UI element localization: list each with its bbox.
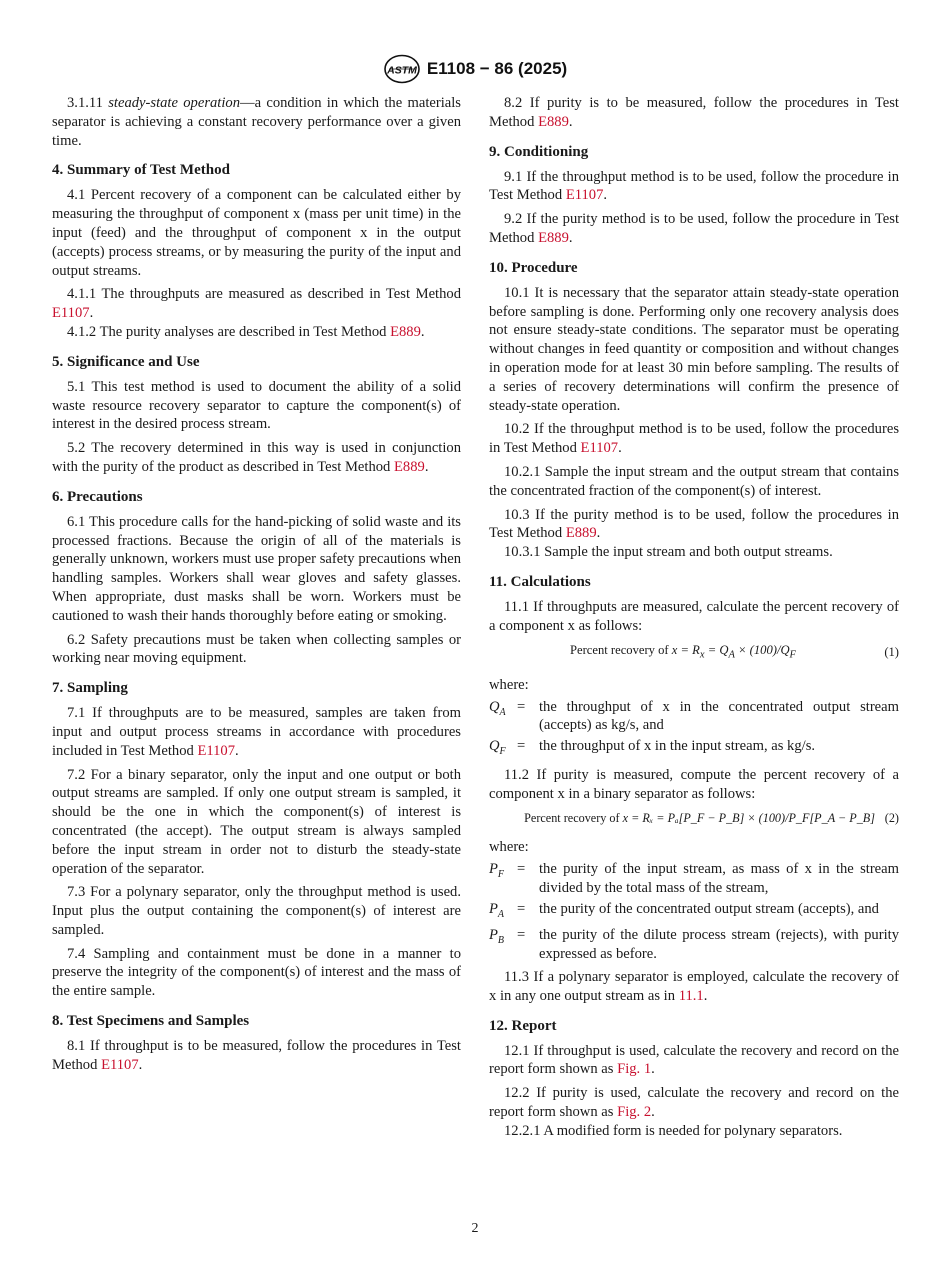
equation-1-number: (1) [884, 645, 899, 660]
definition-pa: $P_A$ = the purity of the concentrated output stream (accepts), and [489, 900, 879, 920]
equation-2-body: Percent recovery of x = Rₓ = Pₐ[P_F − P_B] × (100)/P_F[P_A − P_B] [524, 810, 875, 825]
paragraph-10-3: 10.3 If the purity method is to be used, follow the procedures in Test Method E889. [489, 506, 899, 542]
paragraph-7-4: 7.4 Sampling and containment must be done in a manner to preserve the integrity of the component(s) of interest and the mass of the entire sample. [52, 945, 461, 1000]
paragraph-4-1: 4.1 Percent recovery of a component can be calculated either by measuring the throughput of component x (mass per unit time) in the input (feed) and the throughput of component x in the output (accepts) process streams, or by measuring the purity of the input and output streams. [52, 187, 461, 279]
link-e889[interactable]: E889 [565, 525, 597, 542]
link-e889[interactable]: E889 [390, 323, 421, 340]
section-heading-11: 11. Calculations [489, 573, 591, 590]
paragraph-7-1: 7.1 If throughputs are to be measured, samples are taken from input and output process streams in accordance with procedures included in Test Method E1107. [52, 705, 461, 759]
link-e889[interactable]: E889 [538, 113, 569, 130]
section-heading-7: 7. Sampling [52, 680, 128, 697]
paragraph-4-1-1: 4.1.1 The throughputs are measured as described in Test Method E1107. [52, 286, 461, 322]
standard-designation: E1108 − 86 (2025) [426, 58, 568, 78]
paragraph-12-2-1: 12.2.1 A modified form is needed for polynary separators. [504, 1122, 843, 1139]
paragraph-9-2: 9.2 If the purity method is to be used, follow the procedure in Test Method E889. [489, 211, 899, 246]
paragraph-10-2: 10.2 If the throughput method is to be used, follow the procedures in Test Method E1107. [489, 421, 899, 457]
link-e889[interactable]: E889 [394, 458, 425, 475]
definitions-list-1 [489, 698, 899, 762]
section-heading-12: 12. Report [489, 1017, 557, 1034]
paragraph-10-1: 10.1 It is necessary that the separator attain steady-state operation before sampling is done. Performing only one recovery analysis does not ensure steady-state conditions. The separator must be operating without changes in feed quantity or composition and without changes in operation mode for at least 30 min before sampling. The results of a series of recovery determinations will confirm the presence of steady-state operation. [489, 284, 899, 414]
section-heading-4: 4. Summary of Test Method [52, 162, 230, 179]
paragraph-10-2-1: 10.2.1 Sample the input stream and the output stream that contains the concentrated fraction of the component(s) of interest. [489, 463, 899, 499]
definitions-list-2 [489, 860, 899, 964]
paragraph-5-1: 5.1 This test method is used to document the ability of a solid waste resource recovery separator to capture the component(s) of interest in the desired process stream. [52, 378, 461, 433]
paragraph-6-2: 6.2 Safety precautions must be taken when collecting samples or working near moving equipment. [52, 631, 461, 667]
page-number: 2 [471, 1221, 479, 1236]
where-label: where: [489, 676, 529, 693]
paragraph-7-3: 7.3 For a polynary separator, only the throughput method is used. Input plus the output containing the component(s) of interest are sampled. [52, 884, 461, 938]
link-e1107[interactable]: E1107 [565, 187, 604, 204]
definition-pf: $P_F$ = the purity of the input stream, as mass of x in the stream divided by the total mass of the stream, [489, 861, 899, 896]
definition-qa: $Q_A$ = the throughput of x in the concentrated output stream (accepts) as kg/s, and [489, 698, 899, 734]
where-label: where: [489, 839, 529, 856]
equation-2-number: (2) [884, 810, 899, 825]
definition-qf: $Q_F$ = the throughput of x in the input stream, as kg/s. [489, 738, 816, 758]
document-header [0, 52, 950, 86]
paragraph-6-1: 6.1 This procedure calls for the hand-picking of solid waste and its processed fractions. Because the origin of all of the materials is generally unknown, workers must use proper safety precautions when handling samples. Workers shall wear gloves and safety glasses. When appropriate, dust masks shall be worn. Workers must be cautioned to wash their hands thoroughly before eating or smoking. [52, 513, 461, 624]
link-e1107[interactable]: E1107 [197, 742, 236, 759]
paragraph-11-1: 11.1 If throughputs are measured, calculate the percent recovery of a component x as follows: [489, 598, 899, 634]
paragraph-8-2: 8.2 If purity is to be measured, follow the procedures in Test Method E889. [489, 95, 899, 130]
link-fig-2[interactable]: Fig. 2 [617, 1104, 652, 1120]
link-section-11-1[interactable]: 11.1 [678, 987, 704, 1004]
paragraph-10-3-1: 10.3.1 Sample the input stream and both output streams. [504, 544, 833, 561]
astm-logo-text: ASTM [386, 64, 417, 77]
paragraph-9-1: 9.1 If the throughput method is to be used, follow the procedure in Test Method E1107. [489, 168, 899, 204]
paragraph-3-1-11: 3.1.11 steady-state operation—a condition in which the materials separator is achieving a constant recovery performance over a given time. [52, 95, 461, 149]
astm-logo-icon [383, 54, 421, 84]
paragraph-8-1: 8.1 If throughput is to be measured, follow the procedures in Test Method E1107. [52, 1038, 461, 1073]
paragraph-4-1-2: 4.1.2 The purity analyses are described in Test Method E889. [67, 323, 425, 340]
section-heading-5: 5. Significance and Use [52, 353, 200, 370]
paragraph-11-2: 11.2 If purity is measured, compute the percent recovery of a component x in a binary separator as follows: [489, 766, 899, 802]
definition-pb: $P_B$ = the purity of the dilute process stream (rejects), with purity expressed as before. [489, 927, 899, 963]
paragraph-12-2: 12.2 If purity is used, calculate the recovery and record on the report form shown as Fig. 2. [489, 1085, 899, 1120]
left-column [52, 94, 461, 1080]
equation-1-body: Percent recovery of $x = R_x = Q_A \times (100)/Q_F$ [570, 642, 796, 661]
paragraph-12-1: 12.1 If throughput is used, calculate the recovery and record on the report form shown as Fig. 1. [489, 1042, 899, 1078]
section-heading-10: 10. Procedure [489, 259, 578, 276]
section-heading-6: 6. Precautions [52, 488, 143, 505]
equation-1 [489, 641, 899, 665]
right-column [489, 94, 899, 1146]
link-e1107[interactable]: E1107 [580, 440, 619, 457]
defined-term: steady-state operation [108, 95, 240, 111]
link-e1107[interactable]: E1107 [101, 1056, 139, 1073]
link-e889[interactable]: E889 [538, 229, 569, 246]
link-fig-1[interactable]: Fig. 1 [617, 1061, 652, 1078]
paragraph-11-3: 11.3 If a polynary separator is employed, calculate the recovery of x in any one output stream as in 11.1. [489, 969, 899, 1004]
link-e1107[interactable]: E1107 [52, 305, 90, 322]
section-heading-8: 8. Test Specimens and Samples [52, 1013, 250, 1030]
paragraph-5-2: 5.2 The recovery determined in this way is used in conjunction with the purity of the product as described in Test Method E889. [52, 440, 461, 475]
equation-2 [489, 809, 899, 828]
paragraph-7-2: 7.2 For a binary separator, only the input and one output or both output streams are sampled. If only one output stream is sampled, it should be the one in which the component(s) of interest is concentrated (the accept). The output stream is always sampled before the input stream in order not to disturb the steady-state operation of the separator. [52, 766, 461, 877]
section-heading-9: 9. Conditioning [489, 143, 589, 160]
